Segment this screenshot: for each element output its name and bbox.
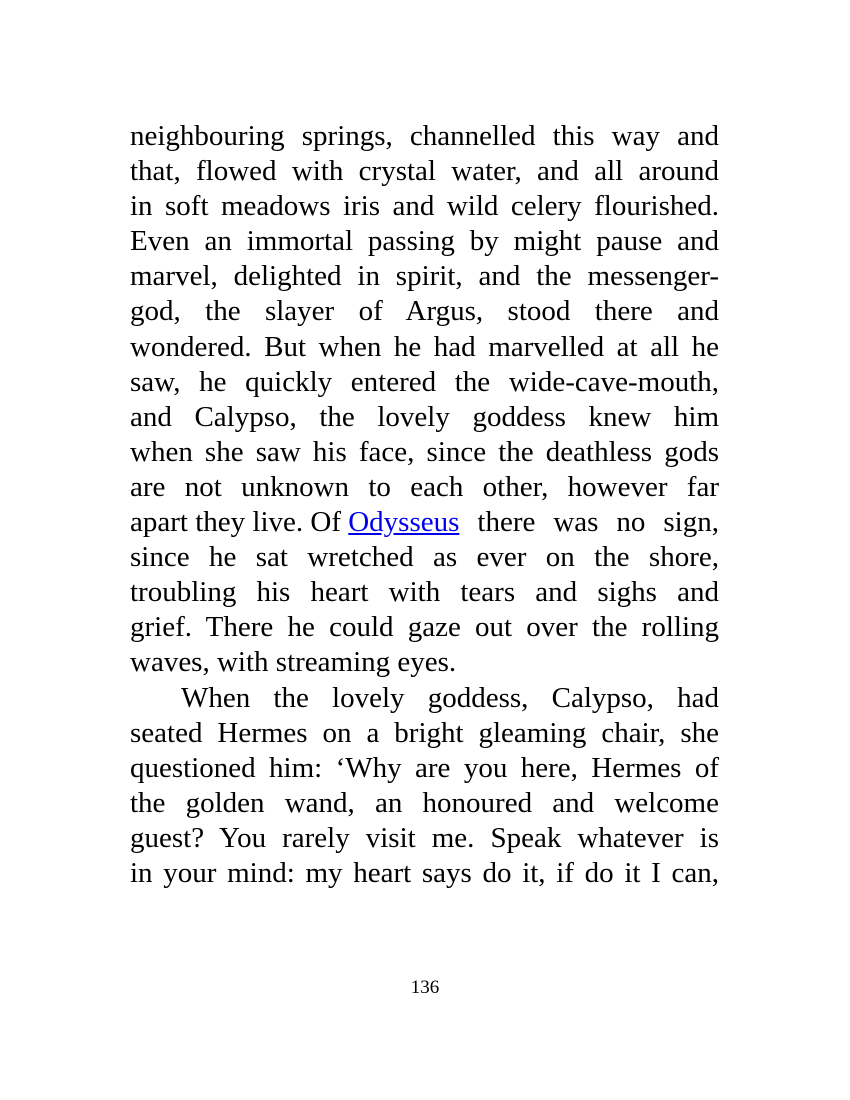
text-line: neighbouring springs, channelled this way and	[130, 120, 719, 152]
text-line: god, the slayer of Argus, stood there and	[130, 295, 719, 328]
text-line: wondered. But when he had marvelled at all he	[130, 330, 719, 363]
text-line: waves, with streaming eyes.	[130, 646, 457, 679]
text-line: and Calypso, the lovely goddess knew him	[130, 400, 719, 433]
text-line: the golden wand, an honoured and welcome	[130, 786, 719, 819]
text-line: are not unknown to each other, however far	[130, 470, 719, 503]
text-line: questioned him: ‘Why are you here, Hermes of	[130, 751, 719, 784]
page-number: 136	[410, 977, 440, 998]
text-line: troubling his heart with tears and sighs and	[130, 576, 719, 609]
text-fragment: apart they live. Of	[130, 506, 349, 539]
text-line: in your mind: my heart says do it, if do it I can,	[130, 856, 719, 889]
text-line: grief. There he could gaze out over the rolling	[130, 611, 719, 644]
text-line: that, flowed with crystal water, and all around	[130, 155, 719, 188]
text-line: Even an immortal passing by might pause and	[130, 225, 719, 258]
text-fragment: there was no sign,	[459, 506, 719, 539]
text-line: when she saw his face, since the deathless gods	[130, 435, 719, 468]
text-line-with-link	[130, 505, 719, 540]
text-line: since he sat wretched as ever on the shore,	[130, 541, 719, 574]
text-line: guest? You rarely visit me. Speak whatever is	[130, 821, 719, 854]
text-line: saw, he quickly entered the wide-cave-mouth,	[130, 365, 719, 398]
text-line: When the lovely goddess, Calypso, had	[181, 681, 719, 714]
text-line: in soft meadows iris and wild celery flourished.	[130, 190, 719, 223]
odysseus-link[interactable]: Odysseus	[348, 506, 460, 539]
text-line: marvel, delighted in spirit, and the messenger-	[130, 260, 719, 293]
page-body-text	[130, 119, 719, 891]
text-line: seated Hermes on a bright gleaming chair, she	[130, 716, 719, 749]
